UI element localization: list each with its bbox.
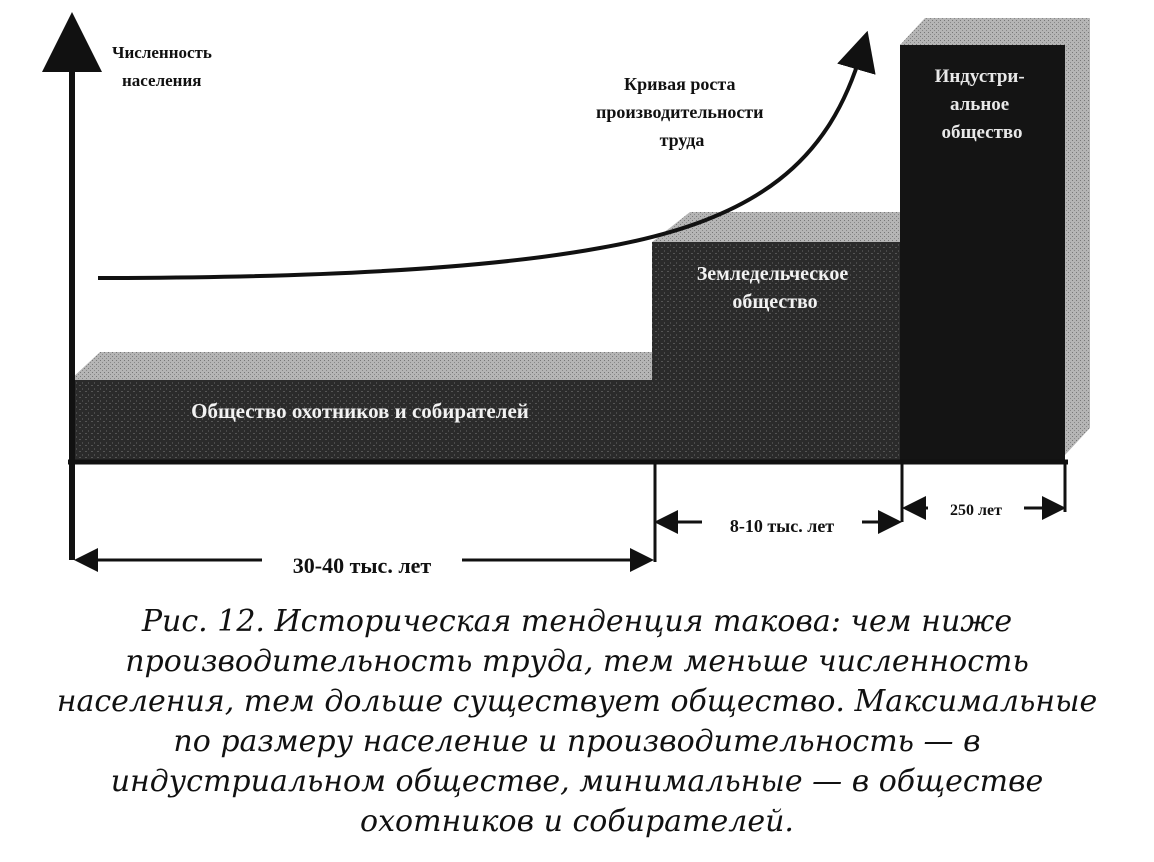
caption-line: индустриальном обществе, минимальные — в обществе (110, 764, 1044, 799)
y-axis-label-line: населения (122, 71, 202, 90)
y-axis-label (112, 43, 216, 90)
agrarian-label-line: общество (732, 291, 818, 313)
y-axis-label-line: Численность (112, 43, 212, 62)
curve-label-line: производительности (595, 102, 764, 122)
curve-label-line: труда (659, 130, 705, 150)
industrial-side-face (1065, 18, 1090, 455)
figure-caption (20, 602, 1134, 842)
curve-label-line: Кривая роста (624, 74, 736, 94)
industrial-label-line: альное (949, 94, 1010, 115)
industrial-top-face (900, 18, 1090, 45)
agrarian-label-line: Земледельческое (696, 263, 849, 285)
curve-label (596, 74, 768, 150)
agrarian-top-face (652, 212, 930, 242)
hunters-label: Общество охотников и собирателей (191, 399, 529, 423)
industrial-label-line: Индустри- (934, 66, 1025, 87)
caption-line: охотников и собирателей. (360, 804, 794, 839)
caption-line: Рис. 12. Историческая тенденция такова: чем ниже (141, 604, 1013, 639)
span-label-industrial: 250 лет (950, 502, 1002, 519)
span-label-agrarian: 8-10 тыс. лет (729, 516, 835, 536)
hunters-top-face (70, 352, 660, 380)
caption-line: населения, тем дольше существует общество. Максимальные (56, 684, 1098, 719)
span-label-hunters: 30-40 тыс. лет (292, 553, 432, 578)
caption-line: по размеру население и производительность — в (173, 724, 981, 759)
caption-line: производительность труда, тем меньше численность (125, 644, 1029, 679)
industrial-label-line: общество (941, 122, 1023, 143)
